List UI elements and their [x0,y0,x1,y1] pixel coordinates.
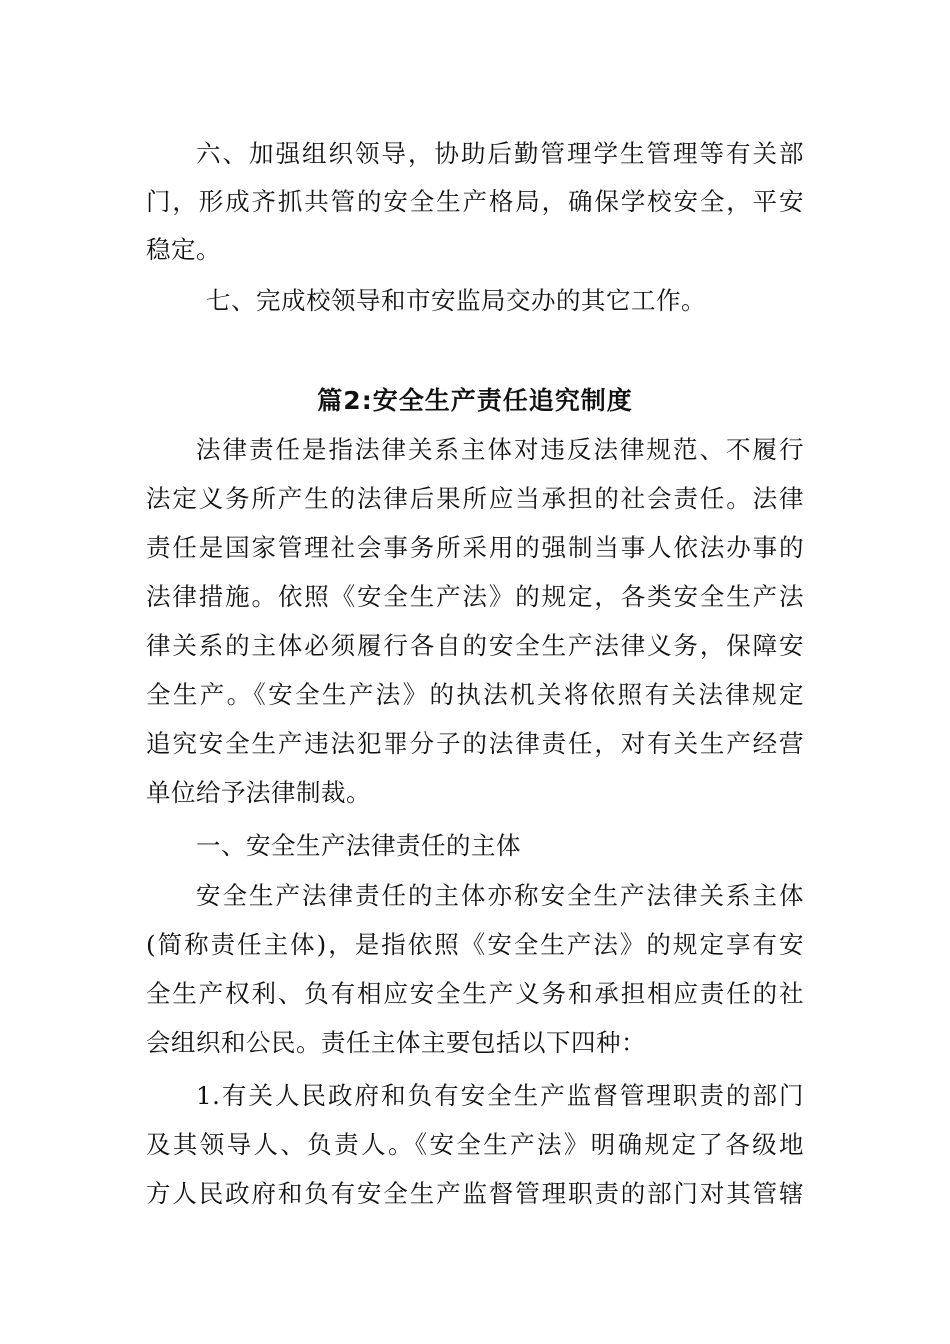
intro-line-4: 法律措施。依照《安全生产法》的规定，各类安全生产法 [146,582,804,611]
intro-line-7: 追究安全生产违法犯罪分子的法律责任，对有关生产经营 [146,729,804,758]
intro-line-8: 单位给予法律制裁。 [146,778,371,807]
intro-line-5: 律关系的主体必须履行各自的安全生产法律义务，保障安 [146,631,804,660]
intro-line-3: 责任是国家管理社会事务所采用的强制当事人依法办事的 [146,533,804,562]
intro-line-6: 全生产。《安全生产法》的执法机关将依照有关法律规定 [146,680,804,709]
section1-line-4: 会组织和公民。责任主体主要包括以下四种： [146,1028,646,1057]
section1-line-3: 全生产权利、负有相应安全生产义务和承担相应责任的社 [146,979,804,1008]
section1-line-2: (简称责任主体)，是指依照《安全生产法》的规定享有安 [146,930,804,959]
section1-line-1: 安全生产法律责任的主体亦称安全生产法律关系主体 [196,881,804,910]
item1-line-3: 方人民政府和负有安全生产监督管理职责的部门对其管辖 [146,1179,804,1208]
para6-line-1: 六、加强组织领导，协助后勤管理学生管理等有关部 [196,139,804,168]
intro-line-1: 法律责任是指法律关系主体对违反法律规范、不履行 [196,435,804,464]
item1-line-1: 1.有关人民政府和负有安全生产监督管理职责的部门 [196,1081,804,1110]
item1-line-2: 及其领导人、负责人。《安全生产法》明确规定了各级地 [146,1130,804,1159]
section1-heading: 一、安全生产法律责任的主体 [196,831,521,860]
section-title: 篇2:安全生产责任追究制度 [317,386,633,415]
para7-line: 七、完成校领导和市安监局交办的其它工作。 [206,286,706,315]
para6-line-3: 稳定。 [146,235,221,264]
intro-line-2: 法定义务所产生的法律后果所应当承担的社会责任。法律 [146,484,804,513]
para6-line-2: 门，形成齐抓共管的安全生产格局，确保学校安全，平安 [146,187,804,216]
